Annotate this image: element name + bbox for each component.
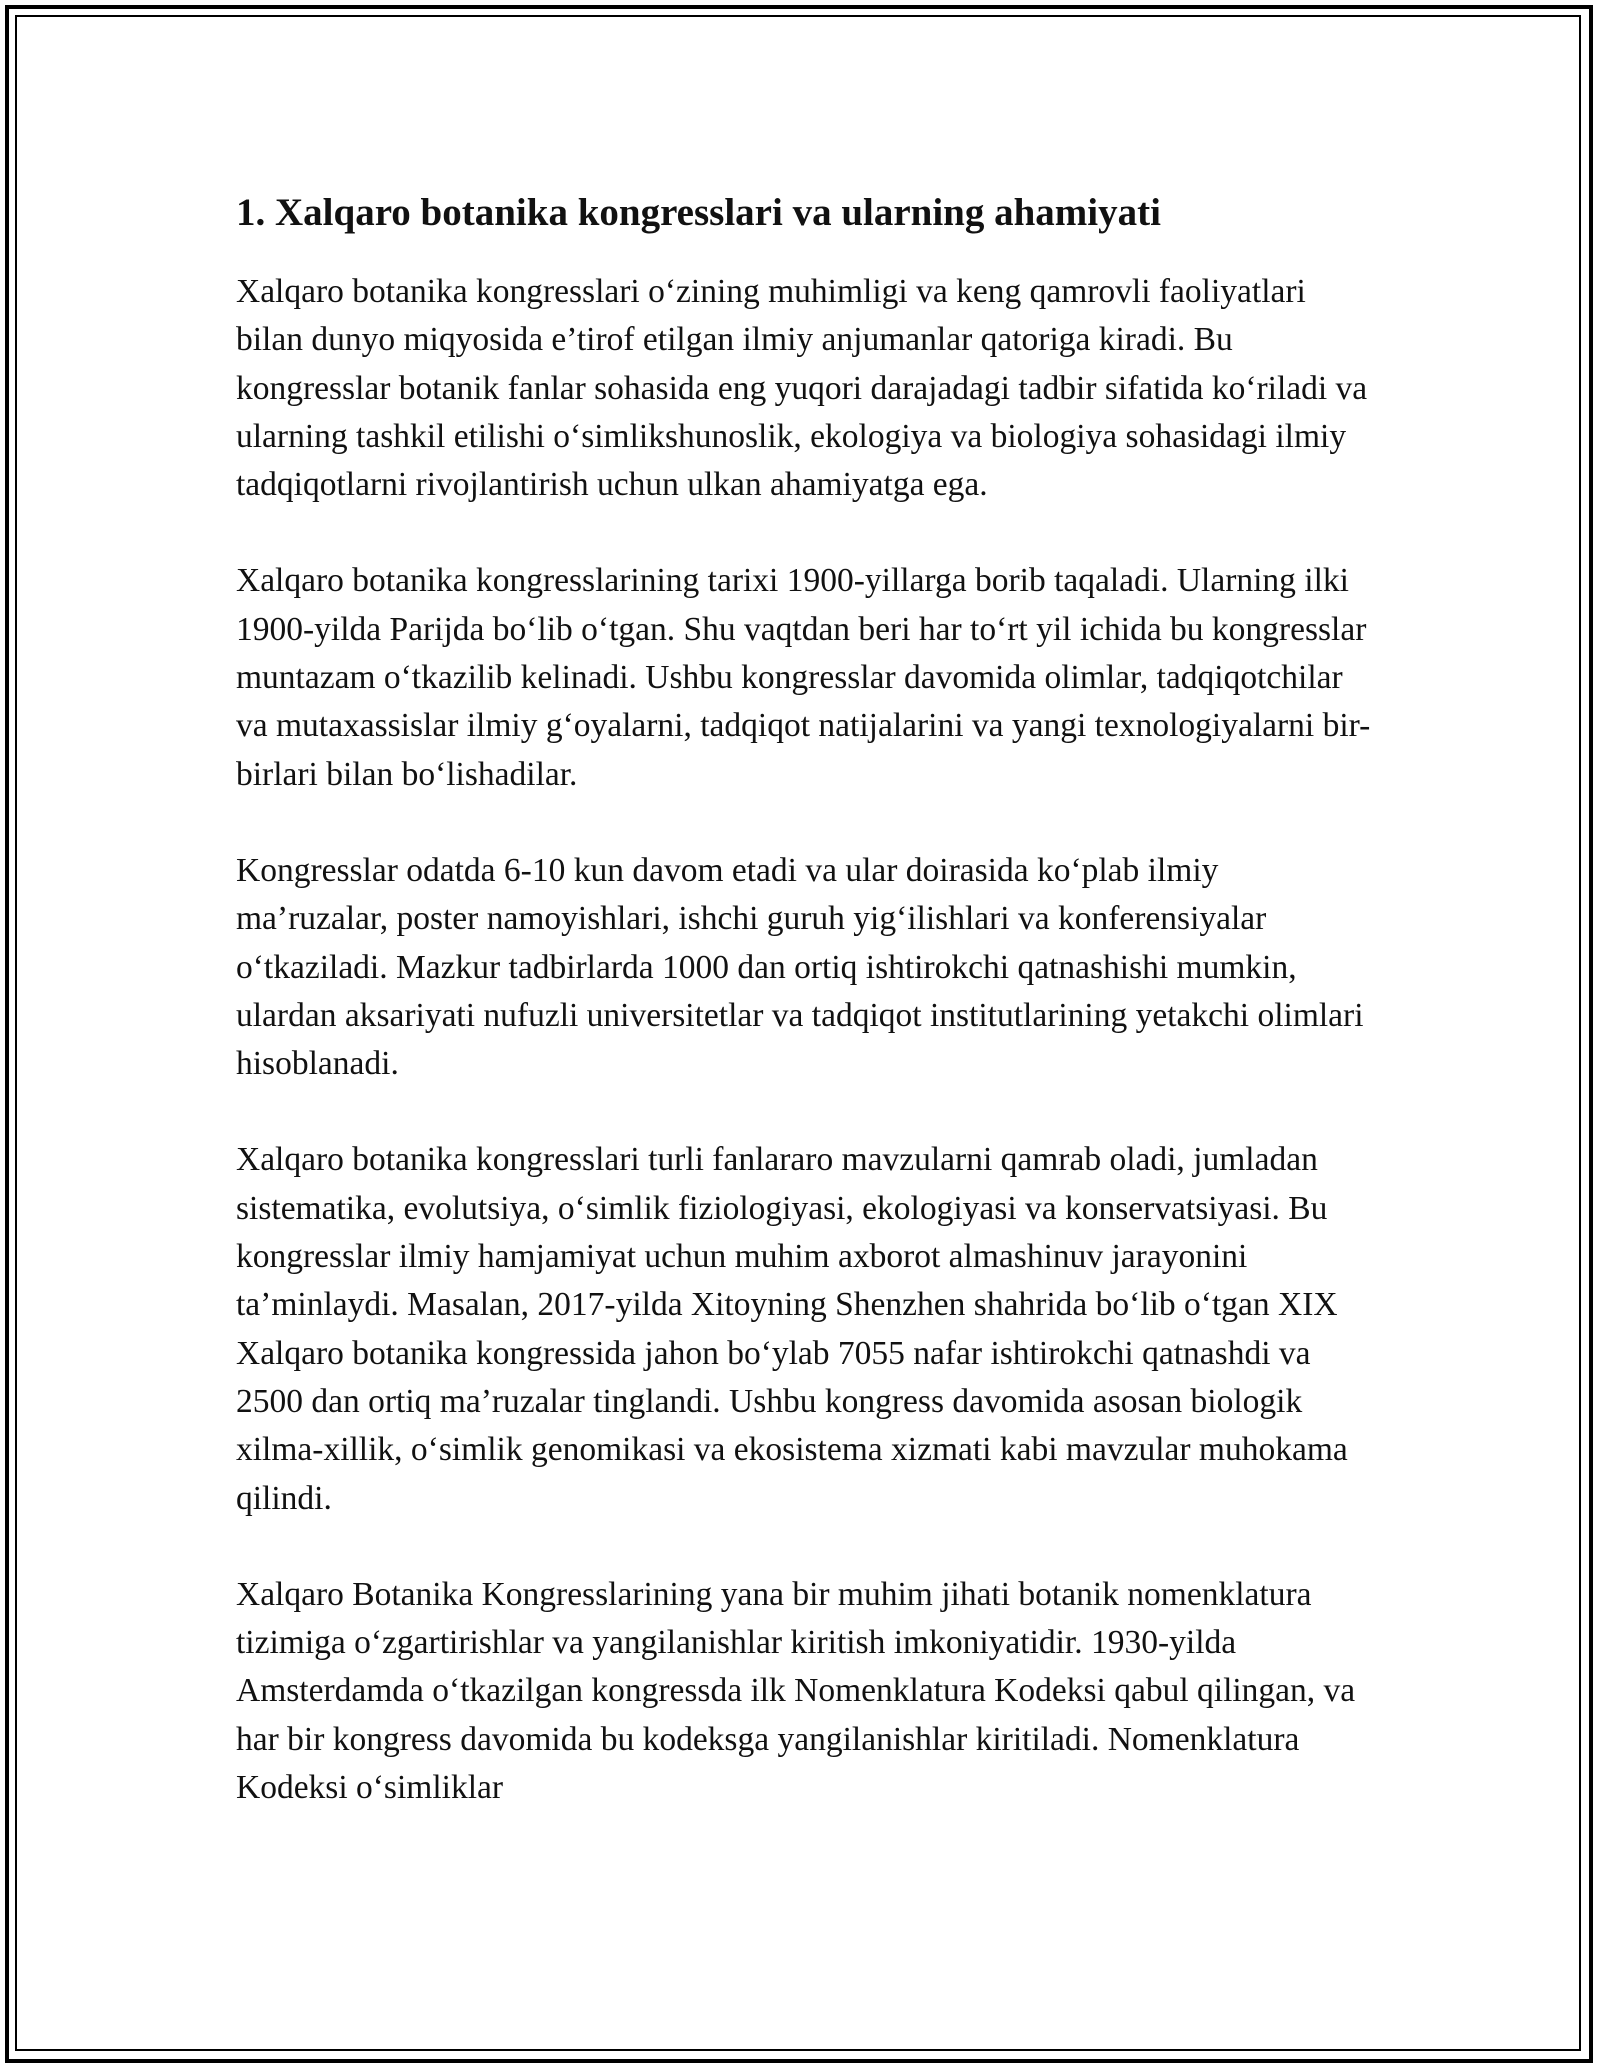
paragraph-3: Kongresslar odatda 6-10 kun davom etadi va ular doirasida ko‘plab ilmiy ma’ruzalar, poster namoyishlari, ishchi guruh yig‘ilishlari va konferensiyalar o‘tkaziladi. Mazkur tadbirlarda 1000 dan ortiq ishtirokchi qatnashishi mumkin, ulardan aksariyati nufuzli universitetlar va tadqiqot institutlarining yetakchi olimlari hisoblanadi. (236, 851, 1364, 1083)
paragraph-2: Xalqaro botanika kongresslarining tarixi 1900-yillarga borib taqaladi. Ularning ilki 1900-yilda Parijda bo‘lib o‘tgan. Shu vaqtdan beri har to‘rt yil ichida bu kongresslar muntazam o‘tkazilib kelinadi. Ushbu kongresslar davomida olimlar, tadqiqotchilar va mutaxassislar ilmiy g‘oyalarni, tadqiqot natijalarini va yangi texnologiyalarni bir-birlari bilan bo‘lishadilar. (236, 562, 1371, 793)
paragraph-1: Xalqaro botanika kongresslari o‘zining muhimligi va keng qamrovli faoliyatlari bilan dunyo miqyosida e’tirof etilgan ilmiy anjumanlar qatoriga kiradi. Bu kongresslar botanik fanlar sohasida eng yuqori darajadagi tadbir sifatida ko‘riladi va ularning tashkil etilishi o‘simlikshunoslik, ekologiya va biologiya sohasidagi ilmiy tadqiqotlarni rivojlantirish uchun ulkan ahamiyatga ega. (236, 273, 1368, 504)
paragraph-5: Xalqaro Botanika Kongresslarining yana bir muhim jihati botanik nomenklatura tizimiga o‘zgartirishlar va yangilanishlar kiritish imkoniyatidir. 1930-yilda Amsterdamda o‘tkazilgan kongressda ilk Nomenklatura Kodeksi qabul qilingan, va har bir kongress davomida bu kodeksga yangilanishlar kiritiladi. Nomenklatura Kodeksi o‘simliklar (236, 1575, 1356, 1807)
paragraph-4: Xalqaro botanika kongresslari turli fanlararo mavzularni qamrab oladi, jumladan sistematika, evolutsiya, o‘simlik fiziologiyasi, ekologiyasi va konservatsiyasi. Bu kongresslar ilmiy hamjamiyat uchun muhim axborot almashinuv jarayonini ta’minlaydi. Masalan, 2017-yilda Xitoyning Shenzhen shahrida bo‘lib o‘tgan XIX Xalqaro botanika kongressida jahon bo‘ylab 7055 nafar ishtirokchi qatnashdi va 2500 dan ortiq ma’ruzalar tinglandi. Ushbu kongress davomida asosan biologik xilma-xillik, o‘simlik genomikasi va ekosistema xizmati kabi mavzular muhokama qilindi. (236, 1141, 1348, 1517)
section-heading: 1. Xalqaro botanika kongresslari va ularning ahamiyati (236, 191, 1161, 234)
document-body (236, 186, 1376, 1812)
